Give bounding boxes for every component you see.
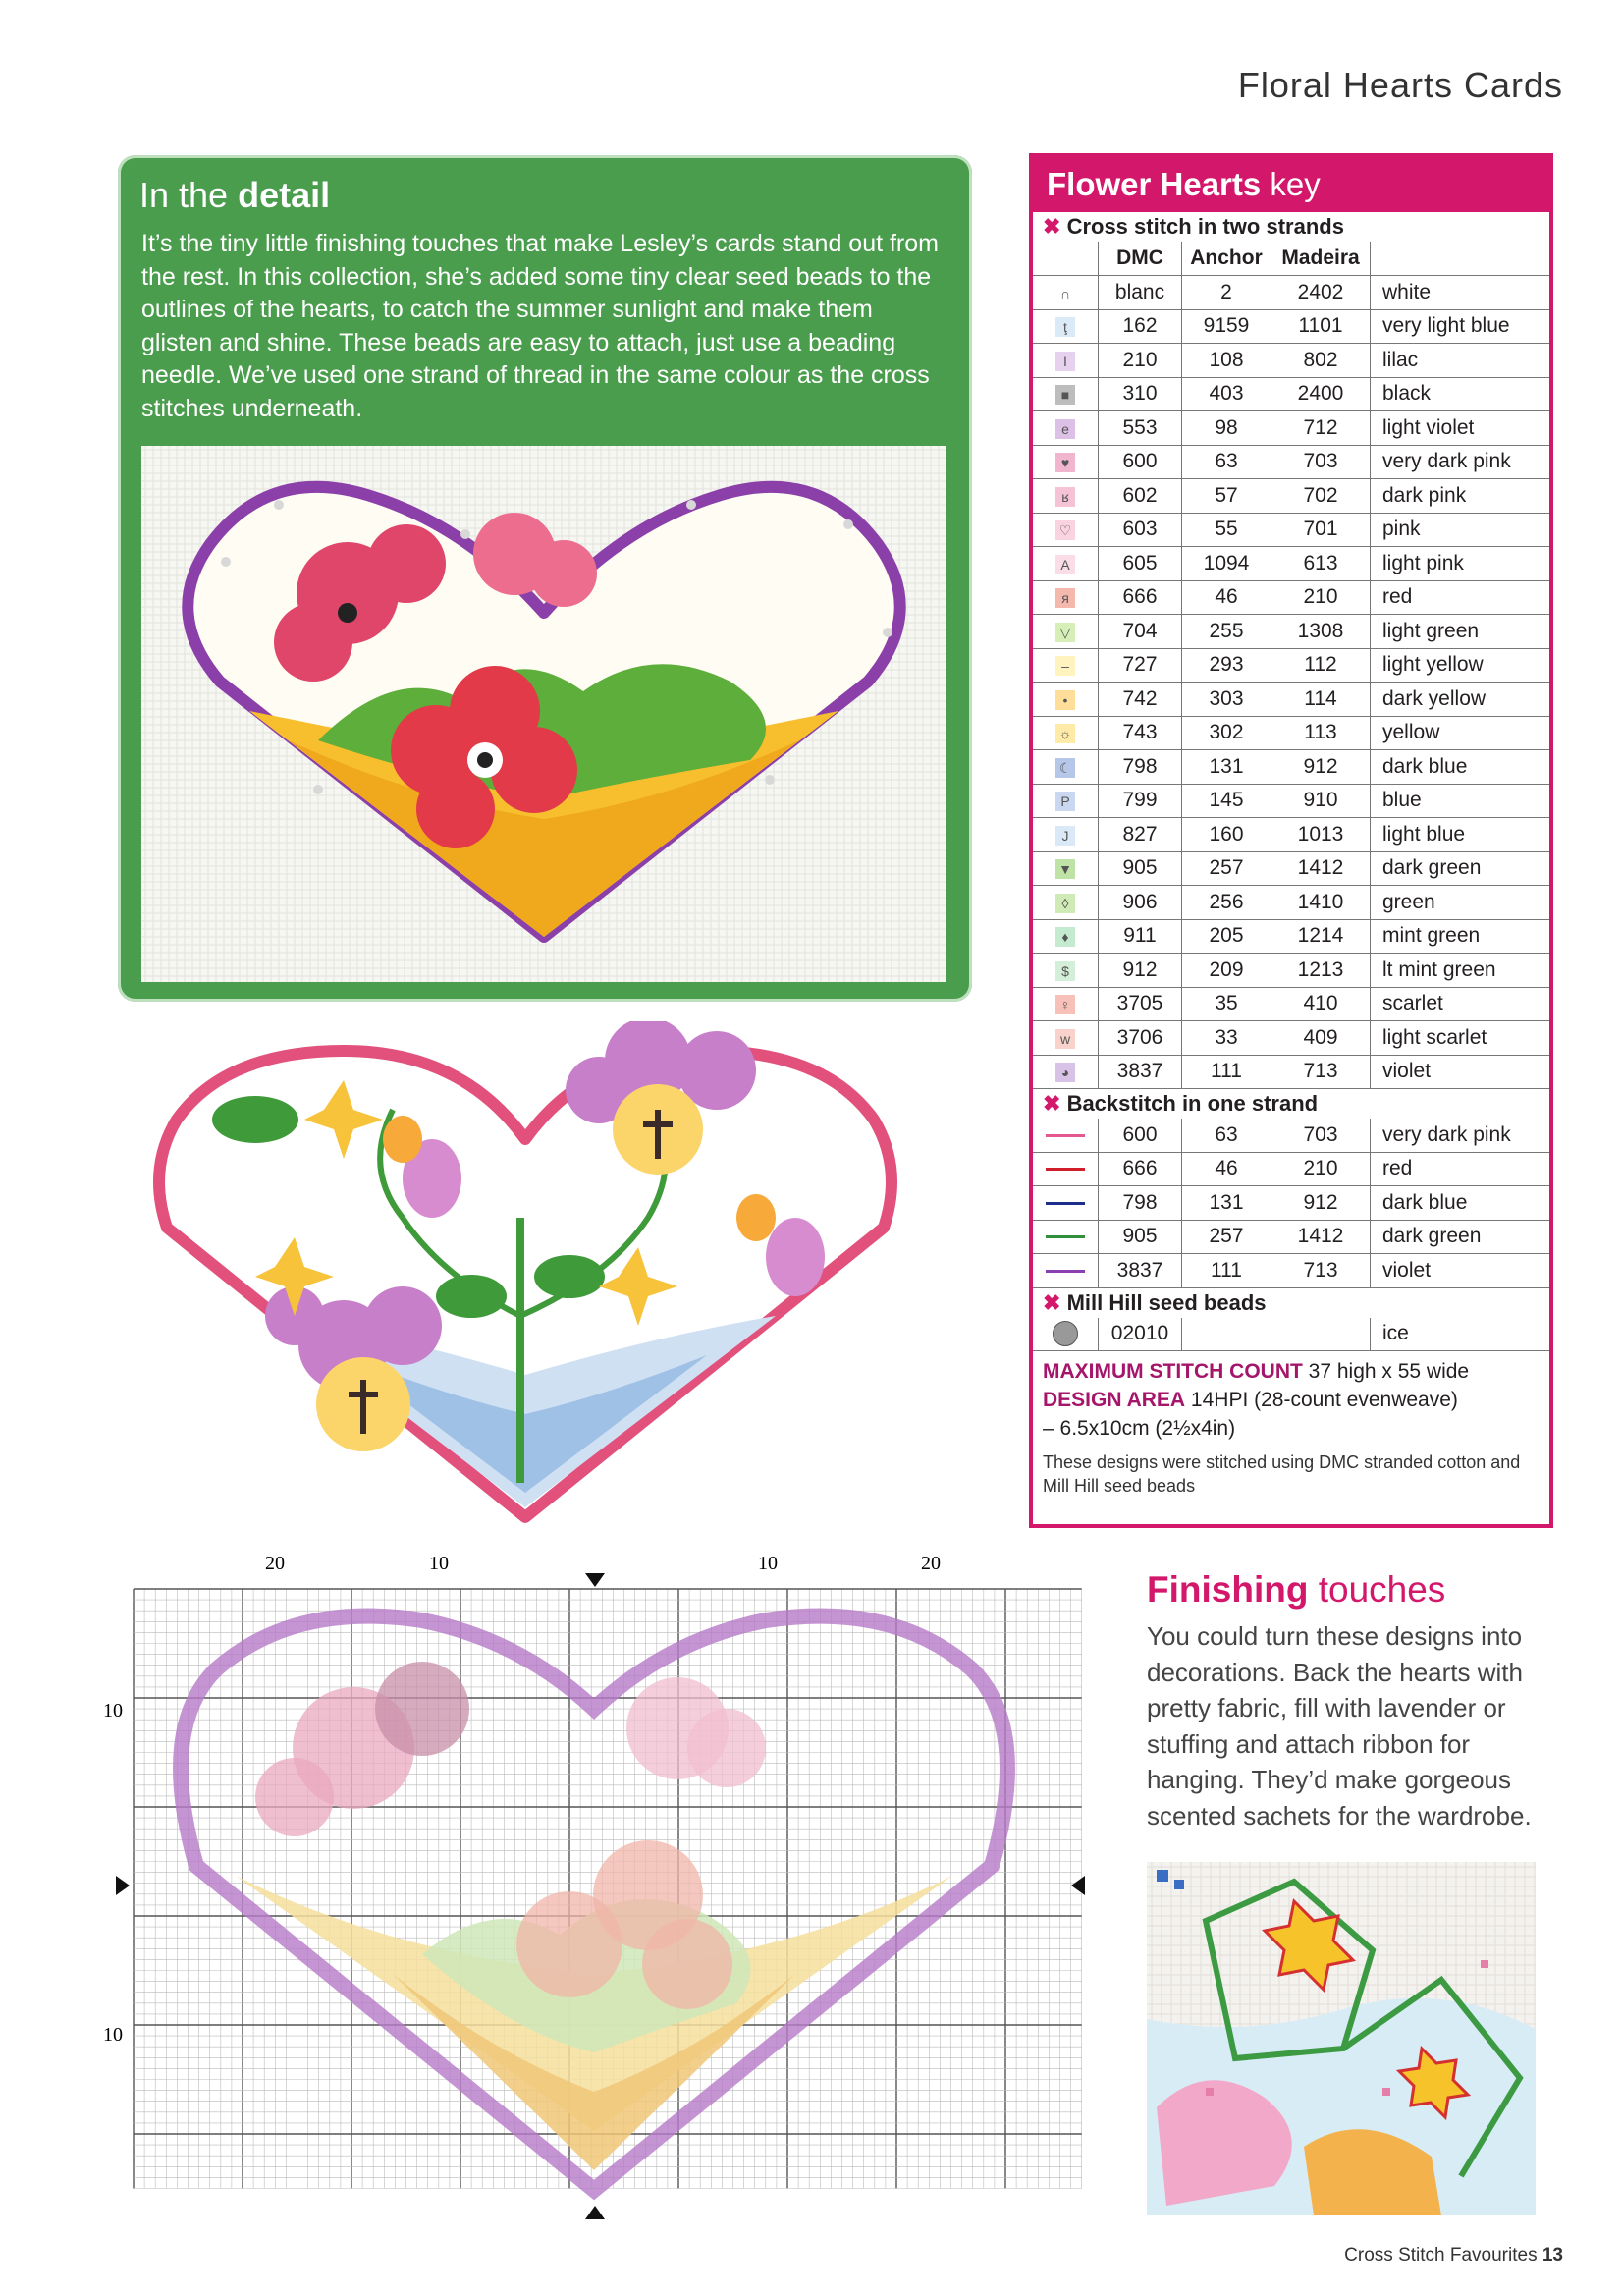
- table-row: [1033, 987, 1549, 1021]
- design-area-value: 14HPI (28-count evenweave): [1190, 1389, 1458, 1411]
- color-name-cell: violet: [1371, 1055, 1550, 1089]
- design-area-size: – 6.5x10cm (2½x4in): [1043, 1417, 1236, 1440]
- madeira-cell: 802: [1271, 344, 1371, 378]
- table-row: [1033, 1254, 1549, 1288]
- table-row: [1033, 276, 1549, 310]
- cross-icon: ✖: [1043, 214, 1061, 239]
- table-row: [1033, 309, 1549, 344]
- color-name-cell: lt mint green: [1371, 954, 1550, 988]
- dmc-cell: 798: [1099, 750, 1182, 785]
- chart-motif: [516, 1891, 622, 1997]
- cross-icon: ✖: [1043, 1091, 1061, 1116]
- color-name-cell: light scarlet: [1371, 1021, 1550, 1056]
- madeira-cell: 613: [1271, 547, 1371, 581]
- color-name-cell: very dark pink: [1371, 445, 1550, 479]
- symbol-icon: I: [1055, 352, 1075, 371]
- madeira-cell: 910: [1271, 784, 1371, 818]
- beads-label: Mill Hill seed beads: [1066, 1289, 1267, 1315]
- table-row: [1033, 750, 1549, 785]
- anchor-cell: 33: [1182, 1021, 1271, 1056]
- pansy-heart-illustration: [147, 1021, 903, 1532]
- dmc-cell: 3705: [1099, 987, 1182, 1021]
- table-row: [1033, 1186, 1549, 1221]
- back-rows: [1033, 1119, 1549, 1287]
- color-name-cell: light blue: [1371, 818, 1550, 852]
- anchor-cell: 205: [1182, 919, 1271, 954]
- symbol-icon: ■: [1055, 385, 1075, 405]
- anchor-cell: 1094: [1182, 547, 1271, 581]
- dmc-cell: 905: [1099, 851, 1182, 886]
- dmc-cell: 827: [1099, 818, 1182, 852]
- design-area-label: DESIGN AREA: [1043, 1389, 1186, 1411]
- anchor-cell: 293: [1182, 648, 1271, 683]
- anchor-cell: 46: [1182, 1152, 1271, 1186]
- dmc-cell: 210: [1099, 344, 1182, 378]
- symbol-icon: ▽: [1055, 623, 1075, 642]
- closeup-photo: [1147, 1862, 1536, 2215]
- dmc-cell: 906: [1099, 886, 1182, 920]
- dmc-cell: 3706: [1099, 1021, 1182, 1056]
- table-row: [1033, 1220, 1549, 1254]
- backstitch-heading: [1033, 1089, 1549, 1119]
- madeira-cell: 1412: [1271, 1220, 1371, 1254]
- pansy-heart-artwork: [147, 1021, 903, 1532]
- anchor-cell: 111: [1182, 1055, 1271, 1089]
- finishing-title-light: touches: [1318, 1569, 1446, 1610]
- color-name-cell: lilac: [1371, 344, 1550, 378]
- symbol-icon: ◊: [1055, 894, 1075, 913]
- cross-stitch-heading: [1033, 212, 1549, 242]
- max-stitch-value: 37 high x 55 wide: [1308, 1360, 1470, 1383]
- key-stats: [1033, 1351, 1549, 1443]
- bead-icon: [1053, 1321, 1078, 1346]
- dmc-cell: 602: [1099, 479, 1182, 514]
- madeira-cell: 1213: [1271, 954, 1371, 988]
- anchor-cell: 255: [1182, 615, 1271, 649]
- symbol-icon: ♥: [1055, 453, 1075, 472]
- page-number: 13: [1541, 2245, 1563, 2266]
- backstitch-line-icon: [1046, 1235, 1085, 1238]
- anchor-cell: 403: [1182, 377, 1271, 411]
- anchor-cell: 209: [1182, 954, 1271, 988]
- anchor-cell: 256: [1182, 886, 1271, 920]
- color-name-cell: mint green: [1371, 919, 1550, 954]
- stitched-heart-photo: [141, 446, 946, 982]
- color-name-cell: dark green: [1371, 851, 1550, 886]
- color-name-cell: scarlet: [1371, 987, 1550, 1021]
- key-title: [1033, 157, 1549, 212]
- madeira-cell: 912: [1271, 750, 1371, 785]
- symbol-icon: ▼: [1055, 859, 1075, 879]
- table-row: [1033, 445, 1549, 479]
- cross-stitch-chart: [98, 1542, 1100, 2229]
- madeira-cell: 210: [1271, 1152, 1371, 1186]
- madeira-cell: 210: [1271, 580, 1371, 615]
- table-row: [1033, 1021, 1549, 1056]
- symbol-icon: w: [1055, 1029, 1075, 1049]
- center-arrow-left: [116, 1876, 130, 1895]
- madeira-cell: 713: [1271, 1254, 1371, 1288]
- anchor-cell: 55: [1182, 513, 1271, 547]
- anchor-cell: 302: [1182, 716, 1271, 750]
- madeira-cell: 1214: [1271, 919, 1371, 954]
- dmc-cell: 912: [1099, 954, 1182, 988]
- dmc-cell: 310: [1099, 377, 1182, 411]
- color-name-cell: dark yellow: [1371, 683, 1550, 717]
- symbol-icon: e: [1055, 419, 1075, 439]
- color-name-cell: light yellow: [1371, 648, 1550, 683]
- page-footer: [1344, 2245, 1563, 2267]
- color-name-cell: green: [1371, 886, 1550, 920]
- top-tick: 10: [429, 1553, 449, 1574]
- bead-name: ice: [1371, 1318, 1550, 1351]
- dmc-cell: 911: [1099, 919, 1182, 954]
- symbol-icon: •: [1055, 690, 1075, 710]
- color-name-cell: black: [1371, 377, 1550, 411]
- magazine-name: Cross Stitch Favourites: [1344, 2245, 1538, 2266]
- symbol-icon: ʁ: [1055, 487, 1075, 507]
- table-row: [1033, 1119, 1549, 1152]
- dmc-cell: 553: [1099, 411, 1182, 446]
- chart-motif: [375, 1662, 469, 1756]
- table-row: [1033, 411, 1549, 446]
- dmc-cell: 666: [1099, 580, 1182, 615]
- chart-motif: [642, 1919, 732, 2009]
- dmc-cell: 727: [1099, 648, 1182, 683]
- madeira-cell: 410: [1271, 987, 1371, 1021]
- backstitch-line-icon: [1046, 1202, 1085, 1205]
- dmc-cell: 743: [1099, 716, 1182, 750]
- detail-body: It’s the tiny little finishing touches that make Lesley’s cards stand out from the rest. In this collection, she’s added some tiny clear seed beads to the outlines of the hearts, to catch the summer sunlight and make them glisten and shine. These beads are easy to attach, just use a beading needle. We’ve used one strand of thread in the same colour as the cross stitches underneath.: [141, 230, 939, 422]
- madeira-cell: 701: [1271, 513, 1371, 547]
- anchor-cell: 145: [1182, 784, 1271, 818]
- backstitch-line-icon: [1046, 1134, 1085, 1137]
- madeira-cell: 712: [1271, 411, 1371, 446]
- color-name-cell: dark blue: [1371, 750, 1550, 785]
- table-row: [1033, 919, 1549, 954]
- center-arrow-bottom: [585, 2206, 605, 2219]
- symbol-icon: ☾: [1055, 758, 1075, 778]
- backstitch-line-icon: [1046, 1270, 1085, 1273]
- table-row: [1033, 1318, 1549, 1351]
- madeira-cell: 112: [1271, 648, 1371, 683]
- finishing-body: You could turn these designs into decorations. Back the hearts with pretty fabric, fill with lavender or stuffing and attach ribbon for hanging. They’d make gorgeous scented sachets for the wardrobe.: [1147, 1621, 1532, 1831]
- symbol-icon: ◕: [1055, 1063, 1075, 1082]
- symbol-icon: я: [1055, 588, 1075, 608]
- color-name-cell: dark green: [1371, 1220, 1550, 1254]
- bead-code: 02010: [1099, 1318, 1182, 1351]
- table-header: [1033, 242, 1549, 276]
- finishing-title-bold: Finishing: [1147, 1569, 1309, 1610]
- chart-motif: [255, 1758, 334, 1836]
- madeira-cell: 1410: [1271, 886, 1371, 920]
- table-row: [1033, 344, 1549, 378]
- table-row: [1033, 377, 1549, 411]
- madeira-cell: 2402: [1271, 276, 1371, 310]
- dmc-cell: 3837: [1099, 1055, 1182, 1089]
- beads-heading: [1033, 1288, 1549, 1318]
- symbol-icon: A: [1055, 555, 1075, 574]
- table-row: [1033, 513, 1549, 547]
- backstitch-table: [1033, 1119, 1549, 1288]
- anchor-cell: 131: [1182, 750, 1271, 785]
- color-name-cell: very light blue: [1371, 309, 1550, 344]
- table-row: [1033, 954, 1549, 988]
- symbol-icon: P: [1055, 792, 1075, 811]
- color-name-cell: white: [1371, 276, 1550, 310]
- table-row: [1033, 580, 1549, 615]
- symbol-icon: ♡: [1055, 520, 1075, 540]
- color-name-cell: light pink: [1371, 547, 1550, 581]
- color-name-cell: yellow: [1371, 716, 1550, 750]
- madeira-cell: 1101: [1271, 309, 1371, 344]
- madeira-cell: 1308: [1271, 615, 1371, 649]
- anchor-cell: 111: [1182, 1254, 1271, 1288]
- top-tick: 20: [921, 1553, 941, 1574]
- madeira-cell: 713: [1271, 1055, 1371, 1089]
- symbol-icon: ♦: [1055, 927, 1075, 947]
- dmc-cell: 666: [1099, 1152, 1182, 1186]
- symbol-icon: J: [1055, 826, 1075, 846]
- cross-stitch-label: Cross stitch in two strands: [1066, 214, 1344, 239]
- beads-table: [1033, 1318, 1549, 1352]
- dmc-cell: 162: [1099, 309, 1182, 344]
- dmc-cell: 605: [1099, 547, 1182, 581]
- symbol-icon: $: [1055, 961, 1075, 981]
- color-name-cell: dark blue: [1371, 1186, 1550, 1221]
- anchor-cell: 46: [1182, 580, 1271, 615]
- table-row: [1033, 479, 1549, 514]
- anchor-cell: 57: [1182, 479, 1271, 514]
- madeira-cell: 114: [1271, 683, 1371, 717]
- color-name-cell: dark pink: [1371, 479, 1550, 514]
- detail-heading: [139, 175, 330, 216]
- symbol-icon: ∩: [1055, 284, 1075, 303]
- anchor-cell: 108: [1182, 344, 1271, 378]
- table-row: [1033, 886, 1549, 920]
- color-name-cell: pink: [1371, 513, 1550, 547]
- flower-hearts-key: [1029, 153, 1553, 1528]
- chart-motif: [687, 1709, 766, 1787]
- color-name-cell: violet: [1371, 1254, 1550, 1288]
- closeup-illustration: [1147, 1862, 1536, 2215]
- anchor-cell: 35: [1182, 987, 1271, 1021]
- anchor-cell: 63: [1182, 445, 1271, 479]
- detail-panel: [118, 155, 972, 1002]
- table-row: [1033, 615, 1549, 649]
- dmc-cell: 704: [1099, 615, 1182, 649]
- madeira-cell: 703: [1271, 445, 1371, 479]
- color-name-cell: light green: [1371, 615, 1550, 649]
- table-row: [1033, 683, 1549, 717]
- dmc-cell: 905: [1099, 1220, 1182, 1254]
- anchor-cell: 257: [1182, 851, 1271, 886]
- chart-grid: [98, 1542, 1100, 2229]
- dmc-cell: 3837: [1099, 1254, 1182, 1288]
- dmc-cell: blanc: [1099, 276, 1182, 310]
- symbol-icon: ☼: [1055, 724, 1075, 743]
- madeira-cell: 702: [1271, 479, 1371, 514]
- symbol-icon: ţ: [1055, 317, 1075, 337]
- col-dmc: DMC: [1099, 242, 1182, 276]
- madeira-cell: 703: [1271, 1119, 1371, 1152]
- cross-rows: [1033, 276, 1549, 1089]
- anchor-cell: 257: [1182, 1220, 1271, 1254]
- detail-heading-light: In the: [139, 175, 229, 215]
- madeira-cell: 409: [1271, 1021, 1371, 1056]
- backstitch-label: Backstitch in one strand: [1066, 1091, 1319, 1116]
- anchor-cell: 303: [1182, 683, 1271, 717]
- anchor-cell: 9159: [1182, 309, 1271, 344]
- table-row: [1033, 716, 1549, 750]
- color-name-cell: light violet: [1371, 411, 1550, 446]
- left-tick: 10: [103, 2024, 123, 2046]
- key-title-light: key: [1270, 166, 1321, 202]
- color-name-cell: red: [1371, 1152, 1550, 1186]
- left-tick: 10: [103, 1700, 123, 1722]
- top-tick: 10: [758, 1553, 778, 1574]
- col-madeira: Madeira: [1271, 242, 1371, 276]
- dmc-cell: 799: [1099, 784, 1182, 818]
- max-stitch-label: MAXIMUM STITCH COUNT: [1043, 1360, 1303, 1383]
- backstitch-line-icon: [1046, 1168, 1085, 1171]
- color-name-cell: blue: [1371, 784, 1550, 818]
- table-row: [1033, 851, 1549, 886]
- dmc-cell: 742: [1099, 683, 1182, 717]
- symbol-icon: ♀: [1055, 995, 1075, 1014]
- finishing-title: [1147, 1569, 1445, 1611]
- symbol-icon: –: [1055, 656, 1075, 676]
- dmc-cell: 603: [1099, 513, 1182, 547]
- table-row: [1033, 1055, 1549, 1089]
- key-note: These designs were stitched using DMC stranded cotton and Mill Hill seed beads: [1043, 1452, 1521, 1496]
- stitched-heart-illustration: [141, 446, 946, 982]
- madeira-cell: 912: [1271, 1186, 1371, 1221]
- madeira-cell: 1412: [1271, 851, 1371, 886]
- key-title-bold: Flower Hearts: [1047, 166, 1262, 202]
- table-row: [1033, 784, 1549, 818]
- detail-heading-bold: detail: [238, 175, 331, 215]
- madeira-cell: 113: [1271, 716, 1371, 750]
- cross-stitch-table: [1033, 242, 1549, 1089]
- madeira-cell: 1013: [1271, 818, 1371, 852]
- color-name-cell: very dark pink: [1371, 1119, 1550, 1152]
- center-arrow-top: [585, 1573, 605, 1587]
- anchor-cell: 2: [1182, 276, 1271, 310]
- cross-icon: ✖: [1043, 1289, 1061, 1315]
- table-row: [1033, 648, 1549, 683]
- dmc-cell: 600: [1099, 1119, 1182, 1152]
- dmc-cell: 600: [1099, 445, 1182, 479]
- center-arrow-right: [1071, 1876, 1085, 1895]
- table-row: [1033, 1152, 1549, 1186]
- section-title: Floral Hearts Cards: [1237, 65, 1563, 105]
- madeira-cell: 2400: [1271, 377, 1371, 411]
- anchor-cell: 98: [1182, 411, 1271, 446]
- dmc-cell: 798: [1099, 1186, 1182, 1221]
- anchor-cell: 160: [1182, 818, 1271, 852]
- anchor-cell: 131: [1182, 1186, 1271, 1221]
- table-row: [1033, 547, 1549, 581]
- table-row: [1033, 818, 1549, 852]
- anchor-cell: 63: [1182, 1119, 1271, 1152]
- top-tick: 20: [265, 1553, 285, 1574]
- color-name-cell: red: [1371, 580, 1550, 615]
- col-anchor: Anchor: [1182, 242, 1271, 276]
